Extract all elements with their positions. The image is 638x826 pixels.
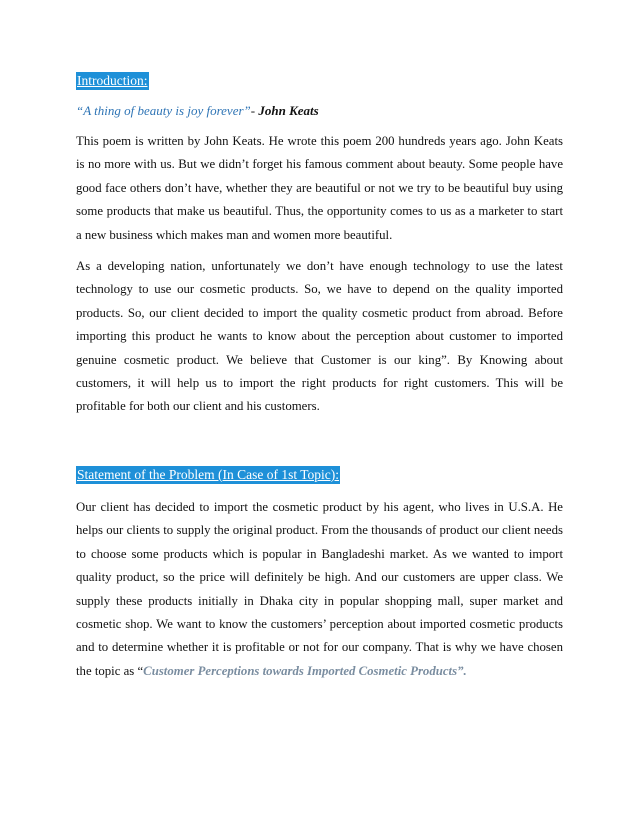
introduction-paragraph-1: This poem is written by John Keats. He wrote this poem 200 hundreds years ago. John Keats is no more with us. But we didn’t forget his famous comment about beauty. Some people have good face others don’t have, whether they are beautiful or not we try to be beautiful buy using some products that make us beautiful. Thus, the opportunity comes to us as a marketer to start a new business which makes man and women more beautiful. [76, 134, 563, 242]
topic-open-quote: “ [137, 663, 144, 678]
statement-paragraph [76, 496, 563, 683]
epigraph-quote [76, 102, 563, 120]
document-page [76, 72, 563, 683]
quote-text: “A thing of beauty is joy forever” [76, 103, 251, 118]
quote-separator: - [250, 103, 259, 118]
statement-heading: Statement of the Problem (In Case of 1st Topic): [77, 466, 340, 482]
topic-title: Customer Perceptions towards Imported Cosmetic Products [143, 663, 458, 678]
introduction-heading: Introduction: [77, 73, 148, 88]
topic-close: ”. [457, 663, 467, 678]
section-spacer [76, 419, 563, 466]
introduction-heading-row [76, 72, 563, 92]
statement-heading-row [76, 466, 563, 486]
statement-paragraph-text: Our client has decided to import the cosmetic product by his agent, who lives in U.S.A. He helps our clients to supply the original product. From the thousands of product our client needs to choose some products which is popular in Bangladeshi market. As we wanted to import quality product, so the price will definitely be high. And our customers are upper class. We supply these products initially in Dhaka city in popular shopping mall, super market and cosmetic shop. We want to know the customers’ perception about imported cosmetic products and to determine whether it is profitable or not for our company. That is why we have chosen the topic as [76, 499, 563, 678]
introduction-paragraph-2: As a developing nation, unfortunately we don’t have enough technology to use the latest technology to use our cosmetic products. So, we have to depend on the quality imported products. So, our client decided to import the quality cosmetic product from abroad. Before importing this product he wants to know about the perception about customer to imported genuine cosmetic product. We believe that Customer is our king”. By Knowing about customers, it will help us to import the right products for right customers. This will be profitable for both our client and his customers. [76, 259, 563, 414]
quote-author: John Keats [258, 103, 319, 118]
